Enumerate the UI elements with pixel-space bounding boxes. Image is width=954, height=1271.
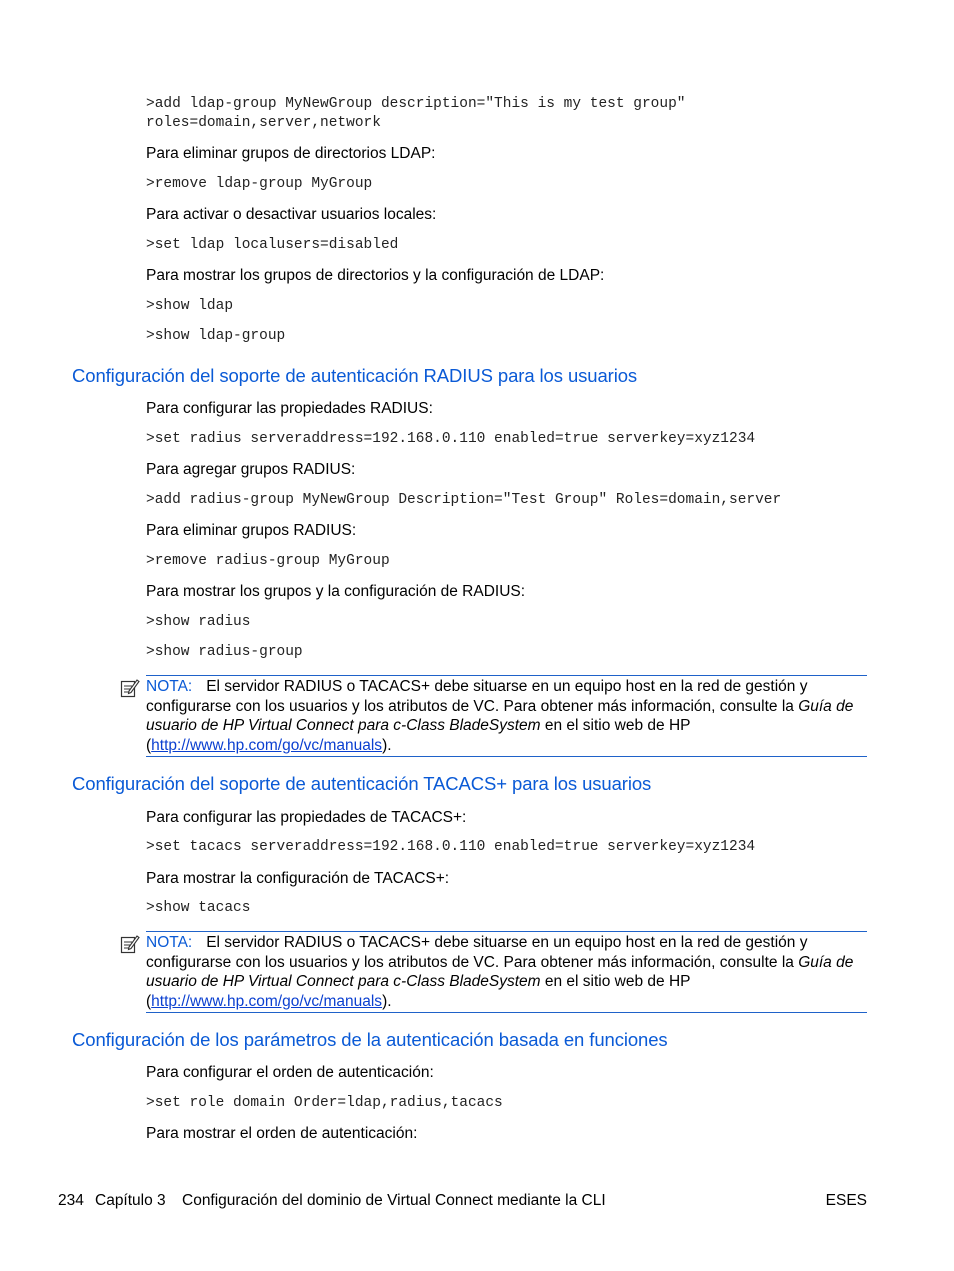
note-manuals-link[interactable]: http://www.hp.com/go/vc/manuals (151, 992, 383, 1010)
note-label: NOTA: (146, 678, 193, 695)
note-text-2: en el sitio web de HP ( (146, 717, 691, 754)
note-box (146, 931, 867, 1013)
footer-locale: ESES (825, 1192, 867, 1209)
code-set-role: >set role domain Order=ldap,radius,tacacs (146, 1095, 503, 1111)
para-show-ldap: Para mostrar los grupos de directorios y la configuración de LDAP: (146, 267, 605, 284)
note-pencil-icon (120, 934, 140, 954)
note-box (146, 675, 867, 757)
code-add-radius-group: >add radius-group MyNewGroup Description="Test Group" Roles=domain,server (146, 492, 782, 508)
note-text-3: ). (382, 992, 392, 1010)
para-radius-remove: Para eliminar grupos RADIUS: (146, 522, 357, 539)
note-guide-title: Guía de usuario de HP Virtual Connect para c-Class BladeSystem (146, 697, 854, 734)
code-add-ldap-group-line1: >add ldap-group MyNewGroup description="This is my test group" (146, 96, 686, 112)
code-add-ldap-group-line2: roles=domain,server,network (146, 115, 381, 131)
code-remove-radius-group: >remove radius-group MyGroup (146, 553, 390, 569)
para-role-config: Para configurar el orden de autenticación: (146, 1064, 434, 1081)
footer-page-number: 234 (58, 1192, 84, 1209)
code-show-tacacs: >show tacacs (146, 900, 251, 916)
note-manuals-link[interactable]: http://www.hp.com/go/vc/manuals (151, 736, 383, 754)
note-text-2: en el sitio web de HP ( (146, 973, 691, 1010)
para-remove-ldap: Para eliminar grupos de directorios LDAP: (146, 145, 436, 162)
code-show-radius: >show radius (146, 614, 251, 630)
section-heading-role: Configuración de los parámetros de la autenticación basada en funciones (72, 1029, 668, 1050)
para-local-users: Para activar o desactivar usuarios locales: (146, 206, 437, 223)
section-heading-tacacs: Configuración del soporte de autenticación TACACS+ para los usuarios (72, 773, 652, 794)
code-show-radius-group: >show radius-group (146, 644, 303, 660)
para-radius-add: Para agregar grupos RADIUS: (146, 461, 356, 478)
note-label: NOTA: (146, 934, 193, 951)
code-set-tacacs: >set tacacs serveraddress=192.168.0.110 enabled=true serverkey=xyz1234 (146, 839, 756, 855)
code-remove-ldap: >remove ldap-group MyGroup (146, 176, 373, 192)
note-text: El servidor RADIUS o TACACS+ debe situarse en un equipo host en la red de gestión y configurarse con los usuarios y los atributos de VC. Para obtener más información, consulte la (146, 678, 808, 715)
para-role-show: Para mostrar el orden de autenticación: (146, 1125, 418, 1142)
footer-chapter-title: Configuración del dominio de Virtual Connect mediante la CLI (182, 1192, 606, 1209)
note-text: El servidor RADIUS o TACACS+ debe situarse en un equipo host en la red de gestión y configurarse con los usuarios y los atributos de VC. Para obtener más información, consulte la (146, 934, 808, 971)
note-pencil-icon (120, 678, 140, 698)
code-show-ldap-group: >show ldap-group (146, 328, 286, 344)
para-tacacs-config: Para configurar las propiedades de TACACS+: (146, 809, 467, 826)
note-guide-title: Guía de usuario de HP Virtual Connect para c-Class BladeSystem (146, 953, 854, 990)
para-radius-show: Para mostrar los grupos y la configuración de RADIUS: (146, 583, 526, 600)
para-radius-config: Para configurar las propiedades RADIUS: (146, 400, 433, 417)
code-show-ldap: >show ldap (146, 298, 234, 314)
footer-chapter: Capítulo 3 (95, 1192, 166, 1209)
para-tacacs-show: Para mostrar la configuración de TACACS+: (146, 870, 450, 887)
note-text-3: ). (382, 736, 392, 754)
section-heading-radius: Configuración del soporte de autenticación RADIUS para los usuarios (72, 365, 638, 386)
code-set-radius: >set radius serveraddress=192.168.0.110 enabled=true serverkey=xyz1234 (146, 431, 756, 447)
code-localusers: >set ldap localusers=disabled (146, 237, 399, 253)
